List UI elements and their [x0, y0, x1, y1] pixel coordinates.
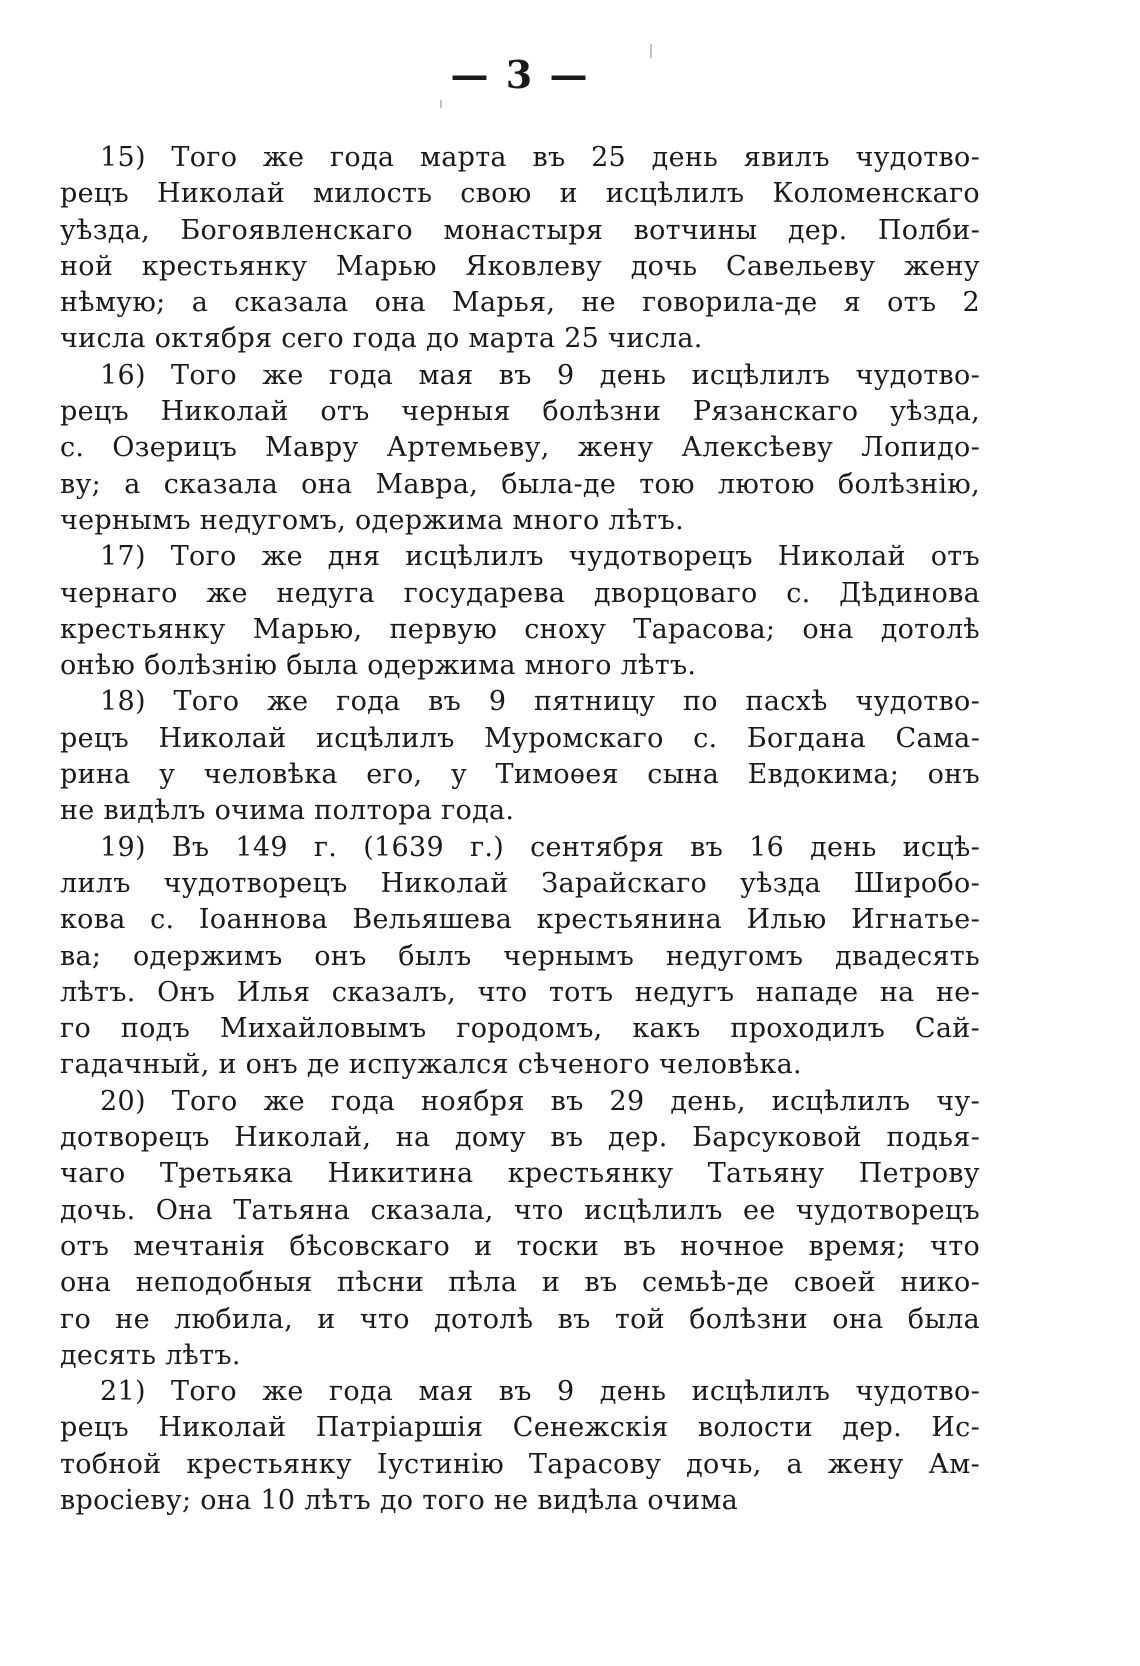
text-line: го не любила, и что дотолѣ въ той болѣзни она была [60, 1303, 980, 1335]
text-line: дочь. Она Татьяна сказала, что исцѣлилъ ее чудотворецъ [60, 1194, 980, 1226]
text-line: не видѣлъ очима полтора года. [60, 795, 515, 827]
paragraph-21 [60, 1374, 980, 1519]
text-line: чаго Третьяка Никитина крестьянку Татьяну Петрову [60, 1158, 980, 1190]
text-line: она неподобныя пѣсни пѣла и въ семьѣ-де своей нико- [60, 1267, 980, 1299]
text-line: отъ мечтанія бѣсовскаго и тоски въ ночное время; что [60, 1230, 980, 1262]
text-line: десять лѣтъ. [60, 1339, 241, 1371]
text-line: гадачный, и онъ де испужался сѣченого человѣка. [60, 1049, 802, 1081]
text-line: дотворецъ Николай, на дому въ дер. Барсуковой подья- [60, 1122, 980, 1154]
text-line: ва; одержимъ онъ былъ чернымъ недугомъ двадесять [60, 940, 980, 972]
text-line: 16) Того же года мая въ 9 день исцѣлилъ чудотво- [100, 359, 980, 391]
print-speck [440, 100, 442, 108]
text-line: 15) Того же года марта въ 25 день явилъ чудотво- [100, 142, 980, 173]
text-line: рецъ Николай исцѣлилъ Муромскаго с. Богдана Сама- [60, 722, 980, 754]
paragraph-17 [60, 539, 980, 684]
text-body [60, 140, 980, 1519]
paragraph-20 [60, 1084, 980, 1374]
text-line: 21) Того же года мая въ 9 день исцѣлилъ чудотво- [100, 1376, 980, 1408]
paragraph-18 [60, 684, 980, 829]
print-speck [650, 44, 652, 58]
text-line: 18) Того же года въ 9 пятницу по пасхѣ чудотво- [100, 686, 980, 718]
text-line: кова с. Іоаннова Вельяшева крестьянина Илью Игнатье- [60, 904, 980, 936]
text-line: нѣмую; а сказала она Марья, не говорила-де я отъ 2 [60, 287, 980, 319]
text-line: вросіеву; она 10 лѣтъ до того не видѣла очима [60, 1484, 739, 1516]
text-line: онѣю болѣзнію была одержима много лѣтъ. [60, 650, 697, 682]
text-line: рина у человѣка его, у Тимоѳея сына Евдокима; онъ [60, 759, 980, 791]
text-line: го подъ Михайловымъ городомъ, какъ проходилъ Сай- [60, 1013, 980, 1045]
text-line: рецъ Николай Патріаршія Сенежскія волости дер. Ис- [60, 1412, 980, 1444]
text-line: 19) Въ 149 г. (1639 г.) сентября въ 16 день исцѣ- [100, 831, 980, 863]
text-line: лѣтъ. Онъ Илья сказалъ, что тотъ недугъ нападе на не- [60, 976, 980, 1008]
page-number: — 3 — [450, 52, 590, 97]
text-line: тобной крестьянку Іустинію Тарасову дочь, а жену Ам- [60, 1448, 980, 1480]
text-line: рецъ Николай милость свою и исцѣлилъ Коломенскаго [60, 178, 980, 210]
text-line: ной крестьянку Марью Яковлеву дочь Савельеву жену [60, 250, 980, 282]
text-line: крестьянку Марью, первую сноху Тарасова; она дотолѣ [60, 613, 980, 645]
text-line: 17) Того же дня исцѣлилъ чудотворецъ Николай отъ [100, 541, 980, 573]
text-line: чернымъ недугомъ, одержима много лѣтъ. [60, 504, 685, 536]
text-line: с. Озерицъ Мавру Артемьеву, жену Алексѣеву Лопидо- [60, 432, 980, 464]
paragraph-16 [60, 358, 980, 539]
text-line: ву; а сказала она Мавра, была-де тою лютою болѣзнію, [60, 468, 980, 500]
text-line: рецъ Николай отъ черныя болѣзни Рязанскаго уѣзда, [60, 396, 980, 428]
paragraph-19 [60, 830, 980, 1084]
text-line: числа октября сего года до марта 25 числа. [60, 323, 703, 355]
text-line: чернаго же недуга государева дворцоваго с. Дѣдинова [60, 577, 980, 609]
text-line: уѣзда, Богоявленскаго монастыря вотчины дер. Полби- [60, 214, 980, 246]
text-line: 20) Того же года ноября въ 29 день, исцѣлилъ чу- [100, 1085, 980, 1117]
text-line: лилъ чудотворецъ Николай Зарайскаго уѣзда Широбо- [60, 867, 980, 899]
paragraph-15 [60, 140, 980, 358]
